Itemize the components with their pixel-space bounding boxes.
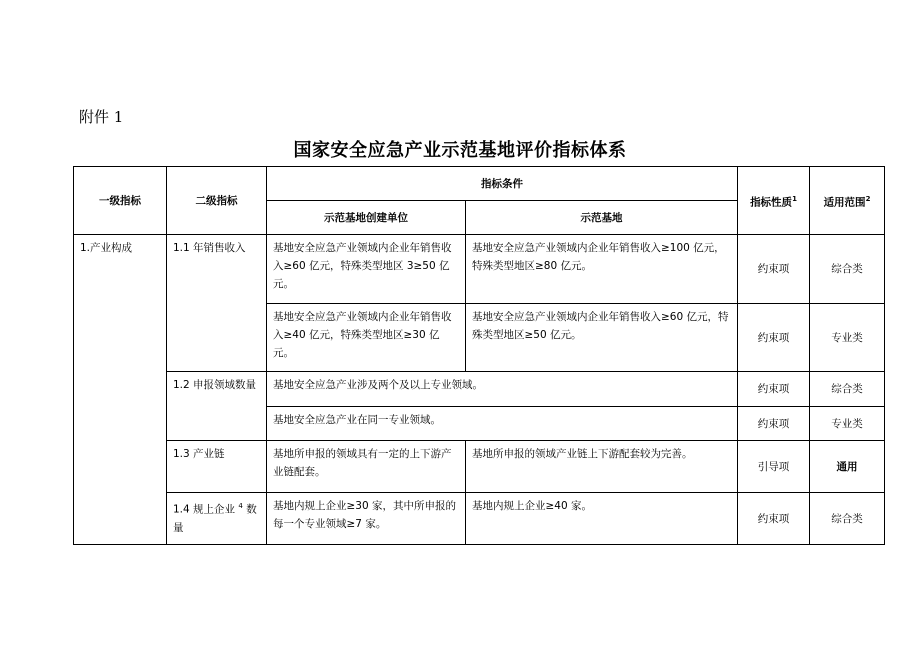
cell-r11b-base: 基地安全应急产业领域内企业年销售收入≥60 亿元，特殊类型地区≥50 亿元。 [466, 304, 738, 372]
table-row [74, 493, 885, 545]
cell-r14-base: 基地内规上企业≥40 家。 [466, 493, 738, 545]
page-title: 国家安全应急产业示范基地评价指标体系 [293, 140, 627, 161]
header-demo-base: 示范基地 [466, 201, 738, 235]
cell-r14-scope: 综合类 [810, 493, 885, 545]
cell-r12-label: 1.2 申报领域数量 [167, 372, 267, 441]
cell-r12a-nature: 约束项 [738, 372, 810, 407]
header-level1: 一级指标 [74, 167, 167, 235]
cell-level1: 1.产业构成 [74, 235, 167, 545]
header-creating-unit: 示范基地创建单位 [267, 201, 466, 235]
cell-r13-unit: 基地所申报的领域具有一定的上下游产业链配套。 [267, 441, 466, 493]
table-row [74, 235, 885, 304]
cell-r12b-nature: 约束项 [738, 407, 810, 441]
table-row [74, 372, 885, 407]
header-level2: 二级指标 [167, 167, 267, 235]
header-scope: 适用范围$^2$ [810, 167, 885, 235]
cell-r12a-scope: 综合类 [810, 372, 885, 407]
cell-r12a-text: 基地安全应急产业涉及两个及以上专业领域。 [267, 372, 738, 407]
cell-r12b-scope: 专业类 [810, 407, 885, 441]
cell-r11-label: 1.1 年销售收入 [167, 235, 267, 372]
cell-r13-base: 基地所申报的领域产业链上下游配套较为完善。 [466, 441, 738, 493]
header-conditions: 指标条件 [267, 167, 738, 201]
cell-r11b-scope: 专业类 [810, 304, 885, 372]
cell-r11b-unit: 基地安全应急产业领域内企业年销售收入≥40 亿元，特殊类型地区≥30 亿元。 [267, 304, 466, 372]
cell-r11a-unit: 基地安全应急产业领域内企业年销售收入≥60 亿元，特殊类型地区 3≥50 亿元。 [267, 235, 466, 304]
cell-r14-unit: 基地内规上企业≥30 家，其中所申报的每一个专业领域≥7 家。 [267, 493, 466, 545]
cell-r13-label: 1.3 产业链 [167, 441, 267, 493]
cell-r13-scope: 通用 [810, 441, 885, 493]
cell-r14-label: 1.4 规上企业 $^4$ 数量 [167, 493, 267, 545]
cell-r11a-base: 基地安全应急产业领域内企业年销售收入≥100 亿元，特殊类型地区≥80 亿元。 [466, 235, 738, 304]
cell-r14-nature: 约束项 [738, 493, 810, 545]
attachment-label: 附件 1 [79, 108, 124, 126]
cell-r12b-text: 基地安全应急产业在同一专业领域。 [267, 407, 738, 441]
indicator-table [73, 166, 885, 545]
cell-r11b-nature: 约束项 [738, 304, 810, 372]
cell-r13-nature: 引导项 [738, 441, 810, 493]
table-row [74, 441, 885, 493]
cell-r11a-nature: 约束项 [738, 235, 810, 304]
cell-r11a-scope: 综合类 [810, 235, 885, 304]
header-nature: 指标性质$^1$ [738, 167, 810, 235]
